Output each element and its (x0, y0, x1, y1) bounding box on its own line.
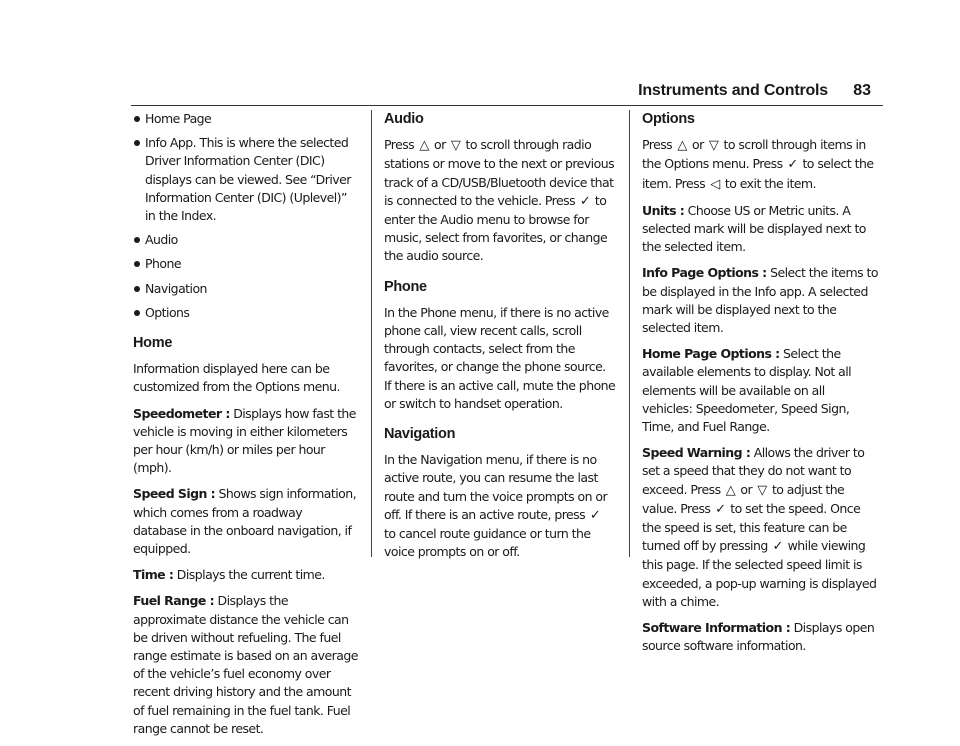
home-heading: Home (133, 335, 173, 352)
list-item: Audio (133, 231, 358, 249)
header-divider (131, 105, 883, 106)
audio-text: Press △ or ▽ to scroll through radio stations or move to the next or previous track of a CD/USB/Bluetooth device that is connected to the vehicle. Press ✓ to enter the Audio menu to browse for music, select from favorites, or change the audio source. (384, 137, 615, 264)
list-item: Home Page (133, 110, 358, 128)
checkmark-icon: ✓ (715, 501, 726, 517)
bullet-icon (134, 140, 140, 146)
column-1 (133, 110, 358, 746)
down-arrow-icon: ▽ (450, 138, 461, 154)
software-information-item: Software Information : Displays open source software information. (642, 620, 875, 654)
speed-sign-item: Speed Sign : Shows sign information, which comes from a roadway database in the onboard navigation, if equipped. (133, 486, 357, 557)
section-title: Instruments and Controls (638, 82, 828, 99)
down-arrow-icon: ▽ (708, 138, 719, 154)
column-divider-1 (371, 110, 372, 557)
bullet-icon (134, 116, 140, 122)
time-item: Time : Displays the current time. (133, 567, 325, 583)
units-item: Units : Choose US or Metric units. A selected mark will be displayed next to the selected item. (642, 202, 866, 255)
checkmark-icon: ✓ (772, 539, 783, 555)
info-page-options-item: Info Page Options : Select the items to be displayed in the Info app. A selected mark will be displayed next to the selected item. (642, 265, 878, 336)
up-arrow-icon: △ (725, 482, 736, 498)
page-number: 83 (853, 82, 871, 99)
home-page-options-item: Home Page Options : Select the available elements to display. Not all elements will be available on all vehicles: Speedometer, Speed Sign, Time, and Fuel Range. (642, 346, 852, 435)
checkmark-icon: ✓ (579, 193, 591, 209)
phone-text: In the Phone menu, if there is no active phone call, view recent calls, scroll through contacts, select from the favorites, or change the phone source. If there is an active call, mute the phone or switch to handset operation. (384, 304, 616, 411)
up-arrow-icon: △ (677, 138, 687, 154)
page-header (0, 80, 960, 106)
options-heading: Options (642, 111, 695, 127)
down-arrow-icon: ▽ (757, 482, 767, 498)
list-item: Navigation (133, 280, 358, 298)
list-item: Info App. This is where the selected Driver Information Center (DIC) displays can be viewed. See “Driver Information Center (DIC) (Uplevel)” in the Index. (133, 134, 358, 225)
bullet-icon (134, 237, 140, 243)
home-intro: Information displayed here can be customized from the Options menu. (133, 361, 340, 395)
checkmark-icon: ✓ (787, 157, 798, 173)
checkmark-icon: ✓ (589, 507, 601, 523)
phone-heading: Phone (384, 278, 427, 295)
column-3 (642, 110, 878, 663)
bullet-icon (134, 286, 140, 292)
list-item: Phone (133, 255, 358, 273)
list-item: Options (133, 304, 358, 322)
column-2 (384, 110, 616, 569)
bullet-icon (134, 310, 140, 316)
bullet-icon (134, 261, 140, 267)
navigation-text: In the Navigation menu, if there is no active route, you can resume the last route and turn the voice prompts on or off. If there is an active route, press ✓ to cancel route guidance or turn the voice prompts on or off. (384, 452, 608, 560)
navigation-heading: Navigation (384, 426, 456, 443)
speed-warning-item: Speed Warning : Allows the driver to set a speed that they do not want to exceed. Press △ or ▽ to adjust the value. Press ✓ to set the speed. Once the speed is set, this feature can be turned off by pressing ✓ while viewing this page. If the selected speed limit is exceeded, a pop-up warning is displayed with a chime. (642, 445, 877, 609)
audio-heading: Audio (384, 111, 424, 127)
menu-bullet-list (133, 110, 358, 322)
up-arrow-icon: △ (419, 138, 429, 154)
column-divider-2 (629, 110, 630, 557)
fuel-range-item: Fuel Range : Displays the approximate distance the vehicle can be driven without refueling. The fuel range estimate is based on an average of the vehicle’s fuel economy over recent driving history and the amount of fuel remaining in the fuel tank. Fuel range cannot be reset. (133, 593, 358, 736)
back-arrow-icon: ◁ (710, 176, 720, 192)
speedometer-item: Speedometer : Displays how fast the vehicle is moving in either kilometers per hour (km/h) or miles per hour (mph). (133, 405, 356, 476)
options-text: Press △ or ▽ to scroll through items in the Options menu. Press ✓ to select the item. Press ◁ to exit the item. (642, 136, 878, 194)
